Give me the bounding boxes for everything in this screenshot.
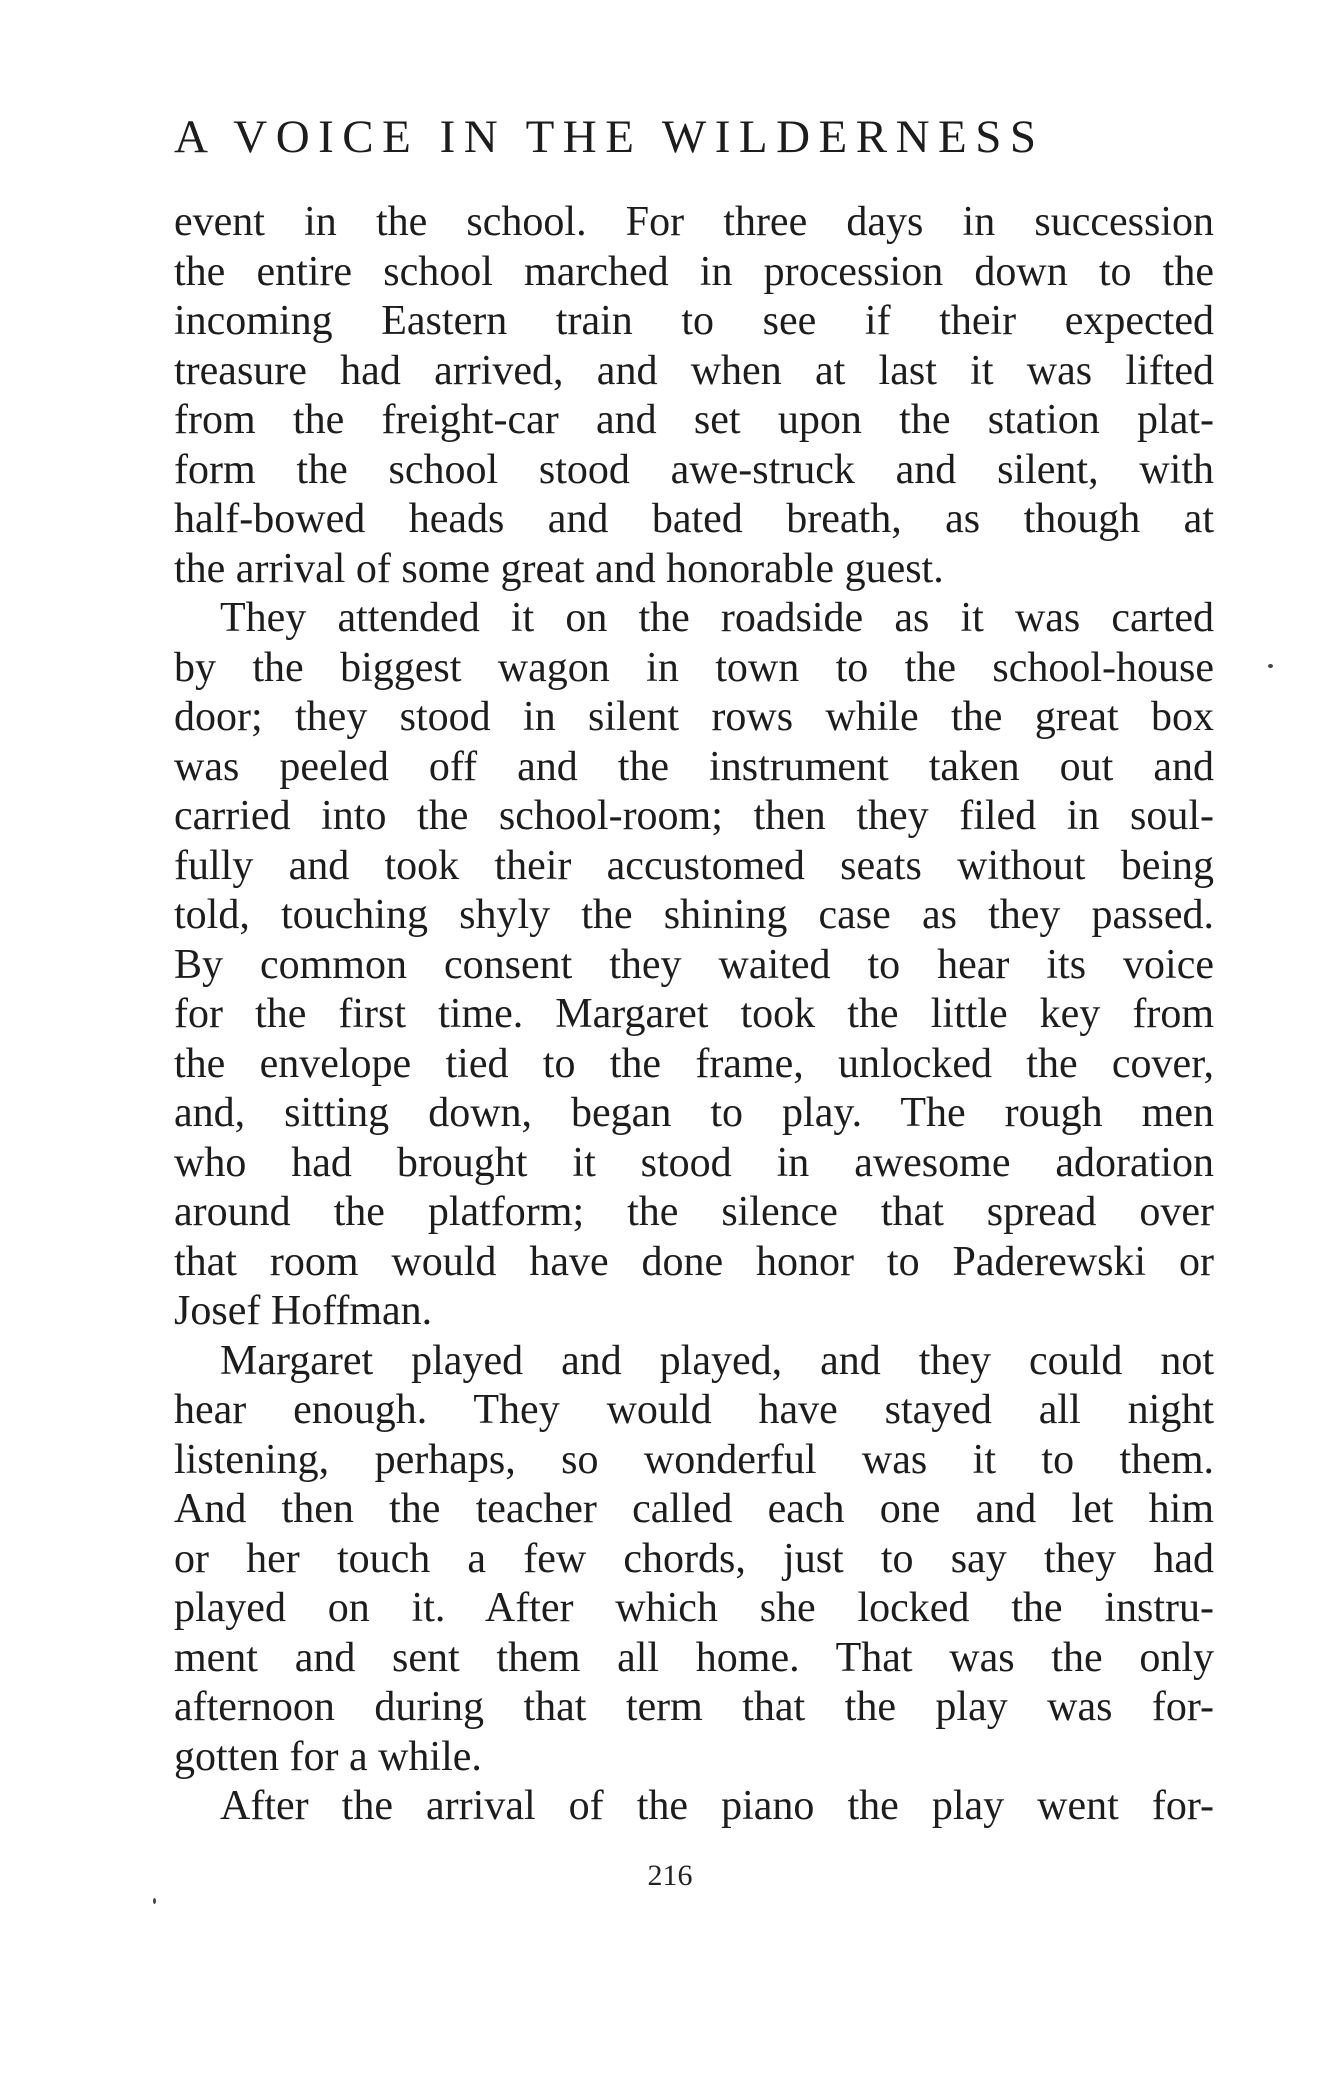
text-line: was peeled off and the instrument taken out and — [174, 743, 1214, 790]
text-line: hear enough. They would have stayed all night — [174, 1387, 1214, 1433]
text-line: around the platform; the silence that spread over — [174, 1189, 1214, 1235]
text-line: carried into the school-room; then they filed in soul- — [174, 793, 1214, 839]
text-line: door; they stood in silent rows while the great box — [174, 694, 1214, 740]
text-line: afternoon during that term that the play was for- — [174, 1684, 1214, 1730]
text-line: half-bowed heads and bated breath, as though at — [174, 496, 1214, 542]
ink-speck — [153, 1898, 156, 1904]
text-line: form the school stood awe-struck and silent, with — [174, 446, 1214, 493]
text-line: the entire school marched in procession down to the — [174, 248, 1214, 295]
text-line: gotten for a while. — [174, 1733, 482, 1780]
text-line: by the biggest wagon in town to the school-house — [174, 644, 1214, 691]
text-line: and, sitting down, began to play. The rough men — [174, 1090, 1214, 1136]
text-line: the arrival of some great and honorable guest. — [174, 545, 944, 592]
text-line: fully and took their accustomed seats without being — [174, 842, 1214, 889]
text-line: treasure had arrived, and when at last it was lifted — [174, 347, 1214, 394]
text-line: for the first time. Margaret took the little key from — [174, 991, 1214, 1037]
page-number: 216 — [647, 1859, 693, 1892]
running-header: A VOICE IN THE WILDERNESS — [174, 111, 1045, 163]
body-text — [174, 198, 1214, 1832]
text-line: event in the school. For three days in succession — [174, 199, 1214, 245]
ink-speck — [1268, 664, 1273, 668]
text-line: Josef Hoffman. — [174, 1288, 433, 1334]
text-line: incoming Eastern train to see if their expected — [174, 298, 1214, 344]
text-line: By common consent they waited to hear its voice — [174, 941, 1214, 988]
text-line: from the freight-car and set upon the station plat- — [174, 397, 1214, 443]
text-line: who had brought it stood in awesome adoration — [174, 1139, 1214, 1186]
text-line: told, touching shyly the shining case as they passed. — [174, 892, 1214, 938]
text-line: After the arrival of the piano the play went for- — [220, 1783, 1214, 1829]
text-line: Margaret played and played, and they could not — [220, 1337, 1214, 1384]
text-line: the envelope tied to the frame, unlocked the cover, — [174, 1040, 1214, 1087]
text-line: They attended it on the roadside as it was carted — [220, 595, 1214, 641]
text-line: played on it. After which she locked the instru- — [174, 1585, 1214, 1631]
text-line: that room would have done honor to Paderewski or — [174, 1238, 1214, 1285]
text-line: ment and sent them all home. That was the only — [174, 1634, 1214, 1681]
text-line: And then the teacher called each one and let him — [174, 1486, 1214, 1532]
text-line: or her touch a few chords, just to say they had — [174, 1535, 1214, 1582]
text-line: listening, perhaps, so wonderful was it to them. — [174, 1436, 1214, 1483]
